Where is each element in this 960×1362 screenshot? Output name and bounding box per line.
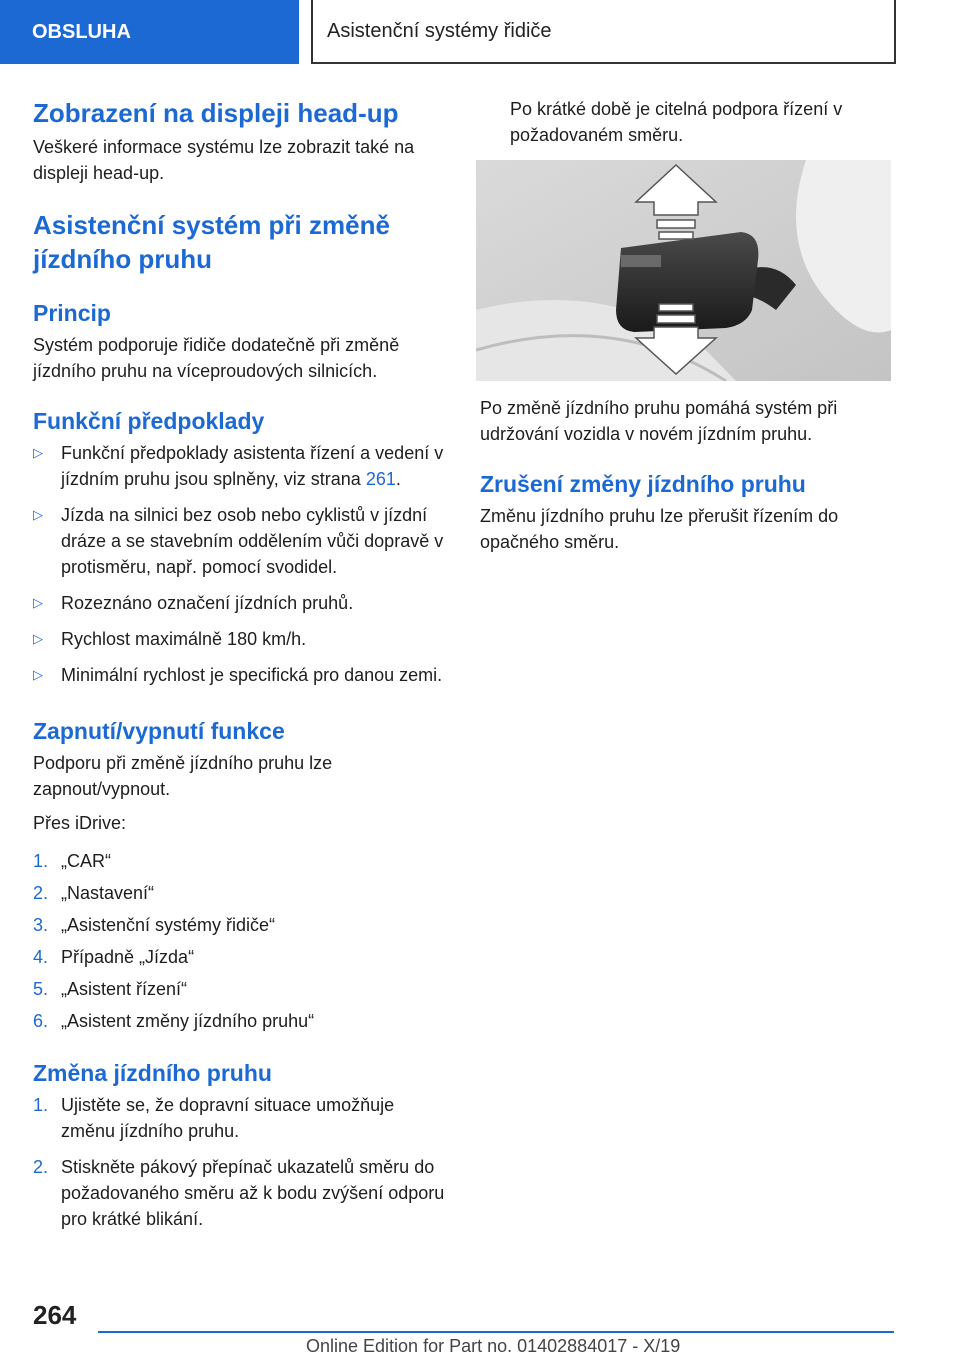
list-item: [33, 590, 453, 616]
triangle-bullet-icon: ▷: [33, 595, 43, 610]
list-item: [33, 626, 453, 652]
hud-paragraph: Veškeré informace systému lze zobrazit také na displeji head-up.: [33, 137, 415, 183]
step-number: 1.: [33, 851, 49, 871]
list-item: [33, 912, 453, 938]
chapter-title: Asistenční systémy řidiče: [311, 0, 896, 64]
list-item: [33, 976, 453, 1002]
step-text: „Asistent řízení“: [61, 979, 188, 999]
step-number: 4.: [33, 947, 49, 967]
step-number: 1.: [33, 1095, 49, 1115]
step-text: Stiskněte pákový přepínač ukazatelů směru do požadovaného směru až k bodu zvýšení odporu pro krátké blikání.: [61, 1157, 445, 1229]
list-item: [33, 848, 453, 874]
step-text: „Nastavení“: [61, 883, 155, 903]
footer-divider: [98, 1331, 894, 1333]
principle-heading: Princip: [33, 300, 111, 326]
list-item: [33, 440, 453, 492]
onoff-heading: Zapnutí/vypnutí funkce: [33, 718, 285, 744]
onoff-paragraph: Podporu při změně jízdního pruhu lze zapnout/vypnout.: [33, 753, 333, 799]
requirements-list: [33, 440, 453, 688]
step-number: 2.: [33, 1157, 49, 1177]
idrive-steps-list: [33, 848, 453, 1034]
left-column: [33, 96, 453, 1242]
page-link[interactable]: 261: [365, 469, 396, 489]
list-item: [33, 1092, 453, 1144]
step-text: „Asistenční systémy řidiče“: [61, 915, 276, 935]
triangle-bullet-icon: ▷: [33, 507, 43, 522]
list-item-text: Funkční předpoklady asistenta řízení a vedení v jízdním pruhu jsou splněny, viz strana: [61, 443, 444, 489]
list-item: [33, 944, 453, 970]
idrive-paragraph: Přes iDrive:: [33, 813, 127, 833]
step-text: „CAR“: [61, 851, 111, 871]
list-item-text: Rozeznáno označení jízdních pruhů.: [61, 593, 354, 613]
cancel-paragraph: Změnu jízdního pruhu lze přerušit řízením do opačného směru.: [480, 506, 839, 552]
section-tab: OBSLUHA: [0, 0, 299, 64]
triangle-bullet-icon: ▷: [33, 445, 43, 460]
step-text: Ujistěte se, že dopravní situace umožňuje změnu jízdního pruhu.: [61, 1095, 395, 1141]
turn-signal-lever-illustration: [476, 160, 891, 381]
step-number: 3.: [33, 915, 49, 935]
list-item: [33, 880, 453, 906]
list-item-text: Rychlost maximálně 180 km/h.: [61, 629, 307, 649]
triangle-bullet-icon: ▷: [33, 631, 43, 646]
edition-footer: Online Edition for Part no. 01402884017 - X/19: [306, 1336, 681, 1356]
triangle-bullet-icon: ▷: [33, 667, 43, 682]
page-number: 264: [33, 1300, 77, 1330]
list-item: [33, 502, 453, 580]
cancel-heading: Zrušení změny jízdního pruhu: [480, 471, 806, 497]
change-steps-list: [33, 1092, 453, 1232]
after-figure-paragraph: Po změně jízdního pruhu pomáhá systém při udržování vozidla v novém jízdním pruhu.: [480, 398, 838, 444]
list-item-text-end: .: [395, 469, 401, 489]
requirements-heading: Funkční předpoklady: [33, 408, 265, 434]
list-item: [33, 1154, 453, 1232]
step-number: 5.: [33, 979, 49, 999]
step-text: „Asistent změny jízdního pruhu“: [61, 1011, 315, 1031]
principle-paragraph: Systém podporuje řidiče dodatečně při změně jízdního pruhu na víceproudových silnicích.: [33, 335, 400, 381]
change-heading: Změna jízdního pruhu: [33, 1060, 272, 1086]
step-number: 2.: [33, 883, 49, 903]
step-number: 6.: [33, 1011, 49, 1031]
lane-change-heading: Asistenční systém při změně jízdního pruhu: [33, 210, 390, 274]
list-item-text: Jízda na silnici bez osob nebo cyklistů v jízdní dráze a se stavebním oddělením vůči dopravě v protisměru, např. pomocí svodidel.: [61, 505, 444, 577]
right-column: [480, 96, 892, 555]
step-text: Případně „Jízda“: [61, 947, 195, 967]
hud-heading: Zobrazení na displeji head-up: [33, 98, 399, 128]
list-item-text: Minimální rychlost je specifická pro danou zemi.: [61, 665, 443, 685]
intro-paragraph: Po krátké době je citelná podpora řízení v požadovaném směru.: [510, 99, 843, 145]
list-item: [33, 662, 453, 688]
list-item: [33, 1008, 453, 1034]
